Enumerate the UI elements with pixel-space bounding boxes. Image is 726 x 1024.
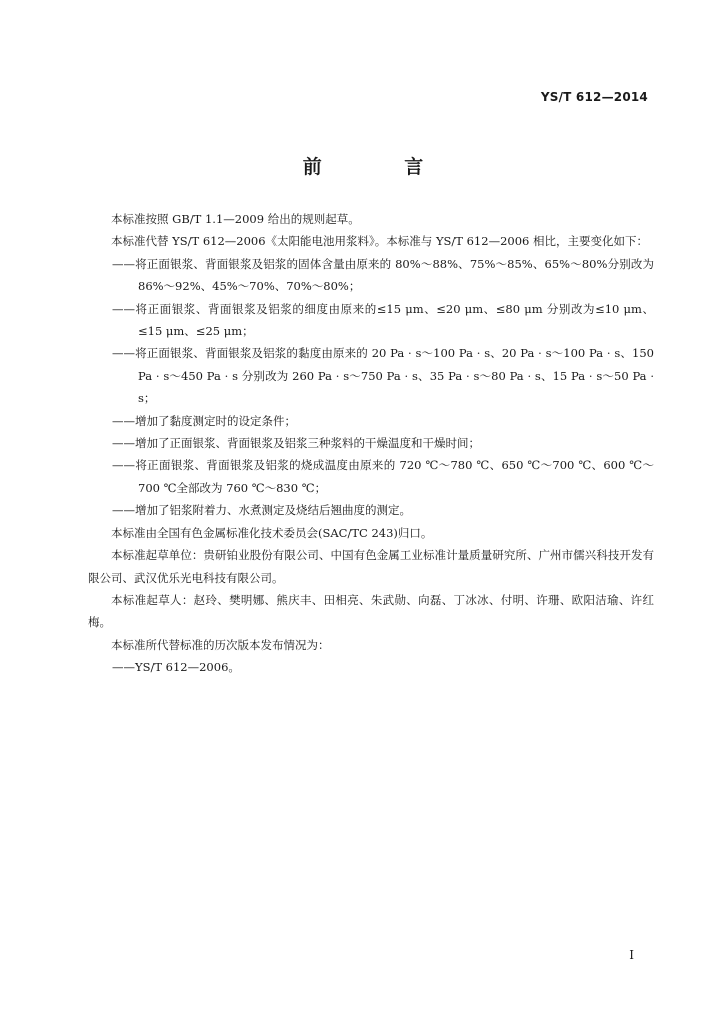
change-item: ——增加了铝浆附着力、水煮测定及烧结后翘曲度的测定。	[112, 503, 411, 518]
paragraph-version-history: 本标准所代替标准的历次版本发布情况为：	[111, 637, 330, 652]
history-item: ——YS/T 612—2006。	[112, 660, 240, 675]
paragraph-drafting-units: 本标准起草单位：贵研铂业股份有限公司、中国有色金属工业标准计量质量研究所、广州市儒兴科技开发有限公司、武汉优乐光电科技有限公司。	[88, 548, 654, 585]
paragraph-drafting-rules: 本标准按照 GB/T 1.1—2009 给出的规则起草。	[111, 212, 360, 226]
page-title: 前 言	[302, 156, 462, 178]
paragraph-technical-committee: 本标准由全国有色金属标准化技术委员会(SAC/TC 243)归口。	[111, 525, 433, 540]
paragraph-drafters: 本标准起草人：赵玲、樊明娜、熊庆丰、田相亮、朱武勋、向磊、丁冰冰、付明、许珊、欧阳洁瑜、许红梅。	[88, 592, 654, 630]
change-item: ——将正面银浆、背面银浆及铝浆的细度由原来的≤15 μm、≤20 μm、≤80 μm 分别改为≤10 μm、≤15 μm、≤25 μm；	[112, 301, 654, 339]
page-number: I	[629, 948, 634, 962]
paragraph-replaces-standard: 本标准代替 YS/T 612—2006《太阳能电池用浆料》。本标准与 YS/T 612—2006 相比，主要变化如下：	[111, 234, 648, 249]
standard-code: YS/T 612—2014	[540, 90, 648, 104]
change-item: ——增加了黏度测定时的设定条件；	[112, 413, 296, 428]
foreword-body	[88, 208, 654, 679]
change-item: ——增加了正面银浆、背面银浆及铝浆三种浆料的干燥温度和干燥时间；	[112, 436, 480, 451]
change-item: ——将正面银浆、背面银浆及铝浆的固体含量由原来的 80%～88%、75%～85%、65%～80%分别改为 86%～92%、45%～70%、70%～80%；	[112, 256, 654, 294]
change-item: ——将正面银浆、背面银浆及铝浆的烧成温度由原来的 720 ℃～780 ℃、650 ℃～700 ℃、600 ℃～700 ℃全部改为 760 ℃～830 ℃；	[112, 458, 654, 495]
change-item: ——将正面银浆、背面银浆及铝浆的黏度由原来的 20 Pa · s～100 Pa · s、20 Pa · s～100 Pa · s、150 Pa · s～450 Pa · s 分别改为 260 Pa · s～750 Pa · s、35 Pa · s～80 Pa · s、15 Pa · s～50 Pa · s；	[112, 346, 654, 406]
